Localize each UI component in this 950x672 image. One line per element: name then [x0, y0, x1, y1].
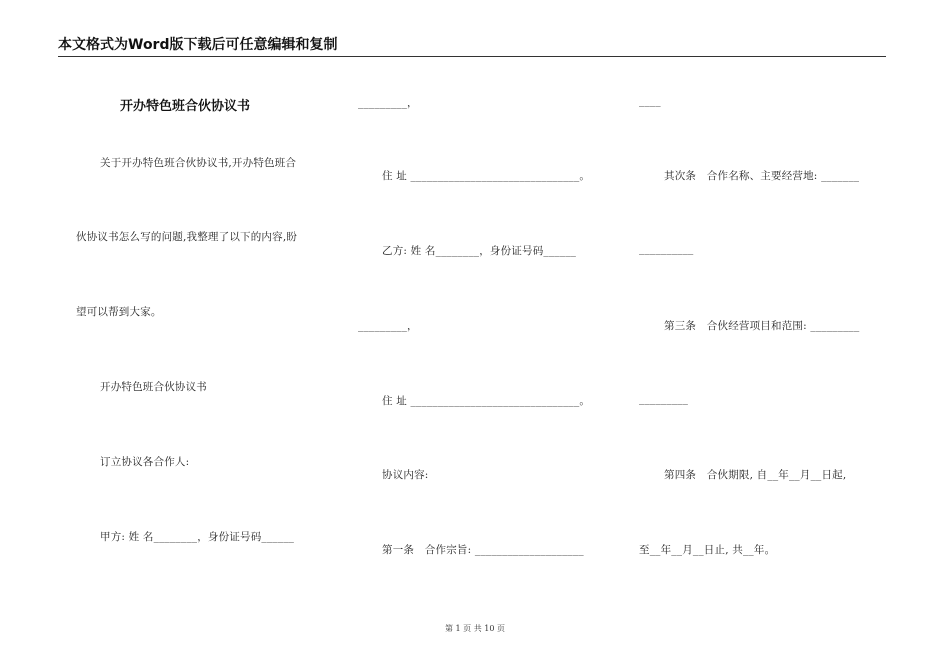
paragraph-line: 第一条 合作宗旨: ____________________ [382, 544, 584, 556]
paragraph-line: 关于开办特色班合伙协议书,开办特色班合 [100, 157, 297, 169]
page-number: 第 1 页 共 10 页 [445, 624, 505, 633]
paragraph-line: 第四条 合伙期限, 自__年__月__日起, [664, 469, 847, 481]
paragraph-line: 第三条 合伙经营项目和范围: _________ [664, 320, 860, 332]
paragraph-line: 住 址 _______________________________。 [382, 170, 591, 182]
paragraph-line: ____ [639, 95, 661, 107]
paragraph-line: 住 址 _______________________________。 [382, 395, 591, 407]
paragraph-line: _________， [358, 320, 418, 332]
paragraph-line: __________ [639, 243, 694, 255]
paragraph-line: 协议内容: [382, 469, 429, 481]
document-title: 开办特色班合伙协议书 [120, 99, 251, 114]
paragraph-line: 开办特色班合伙协议书 [100, 381, 207, 393]
paragraph-line: 望可以帮到大家。 [76, 306, 162, 318]
paragraph-line: 伙协议书怎么写的问题,我整理了以下的内容,盼 [76, 231, 298, 243]
paragraph-line: 甲方: 姓 名________，身份证号码______ [100, 531, 295, 543]
paragraph-line: 订立协议各合作人: [100, 456, 190, 468]
paragraph-line: 其次条 合作名称、主要经营地: _______ [664, 170, 860, 182]
paragraph-line: _________， [358, 97, 418, 109]
paragraph-line: _________ [639, 393, 689, 405]
page-header: 本文格式为Word版下载后可任意编辑和复制 [58, 34, 886, 57]
paragraph-line: 乙方: 姓 名________，身份证号码______ [382, 245, 577, 257]
paragraph-line: 至__年__月__日止, 共__年。 [639, 544, 776, 556]
